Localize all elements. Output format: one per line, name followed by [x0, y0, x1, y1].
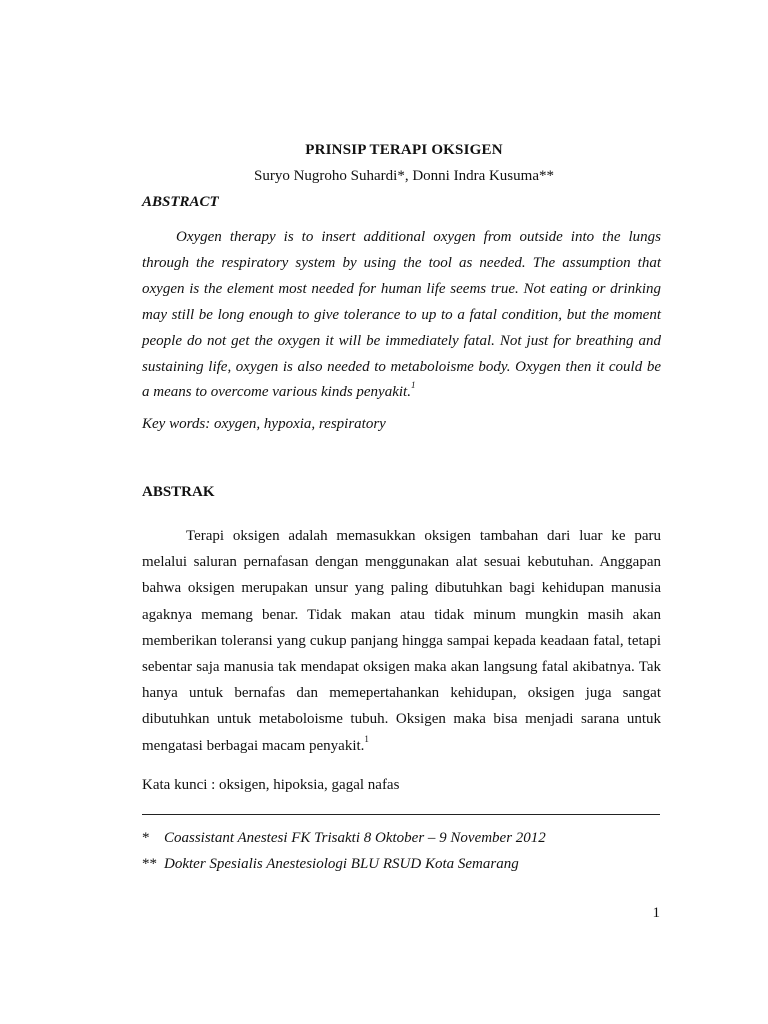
abstract-heading: ABSTRACT	[142, 194, 219, 210]
abstract-text: Oxygen therapy is to insert additional oxygen from outside into the lungs through the respiratory system by using the tool as needed. The assumption that oxygen is the element most needed for human life seems true. Not eating or drinking may still be long enough to give tolerance to up to a fatal condition, but the moment people do not get the oxygen it will be immediately fatal. Not just for breathing and sustaining life, oxygen is also needed to metaboloisme body. Oxygen then it could be a means to overcome various kinds penyakit.	[142, 229, 661, 401]
author-list: Suryo Nugroho Suhardi*, Donni Indra Kusuma**	[254, 168, 554, 184]
abstract-paragraph	[142, 225, 661, 406]
abstrak-heading: ABSTRAK	[142, 484, 215, 500]
abstrak-paragraph	[142, 523, 661, 759]
footnote-2-mark: **	[142, 856, 157, 872]
abstrak-text: Terapi oksigen adalah memasukkan oksigen tambahan dari luar ke paru melalui saluran pernafasan dengan menggunakan alat sesuai kebutuhan. Anggapan bahwa oksigen merupakan unsur yang paling dibutuhkan bagi kehidupan manusia agaknya memang benar. Tidak makan atau tidak minum mungkin masih akan memberikan toleransi yang cukup panjang hingga sampai kepada keadaan fatal, tetapi sebentar saja manusia tak mendapat oksigen maka akan langsung fatal akibatnya. Tak hanya untuk bernafas dan memepertahankan kehidupan, oksigen juga sangat dibutuhkan untuk metaboloisme tubuh. Oksigen maka bisa menjadi sarana untuk mengatasi berbagai macam penyakit.	[142, 528, 661, 754]
footnote-2-text: Dokter Spesialis Anestesiologi BLU RSUD Kota Semarang	[164, 856, 519, 872]
page-number: 1	[652, 905, 660, 921]
footnote-divider	[142, 814, 660, 815]
footnote-1-text: Coassistant Anestesi FK Trisakti 8 Oktober – 9 November 2012	[164, 830, 546, 846]
abstrak-keywords: Kata kunci : oksigen, hipoksia, gagal nafas	[142, 777, 400, 793]
abstrak-reference: 1	[364, 733, 369, 744]
paper-title: PRINSIP TERAPI OKSIGEN	[305, 142, 503, 158]
abstract-keywords: Key words: oxygen, hypoxia, respiratory	[142, 416, 386, 432]
footnote-2	[142, 856, 519, 873]
footnote-1-mark: *	[142, 830, 150, 846]
footnote-1	[142, 830, 546, 847]
abstract-reference: 1	[410, 380, 416, 391]
